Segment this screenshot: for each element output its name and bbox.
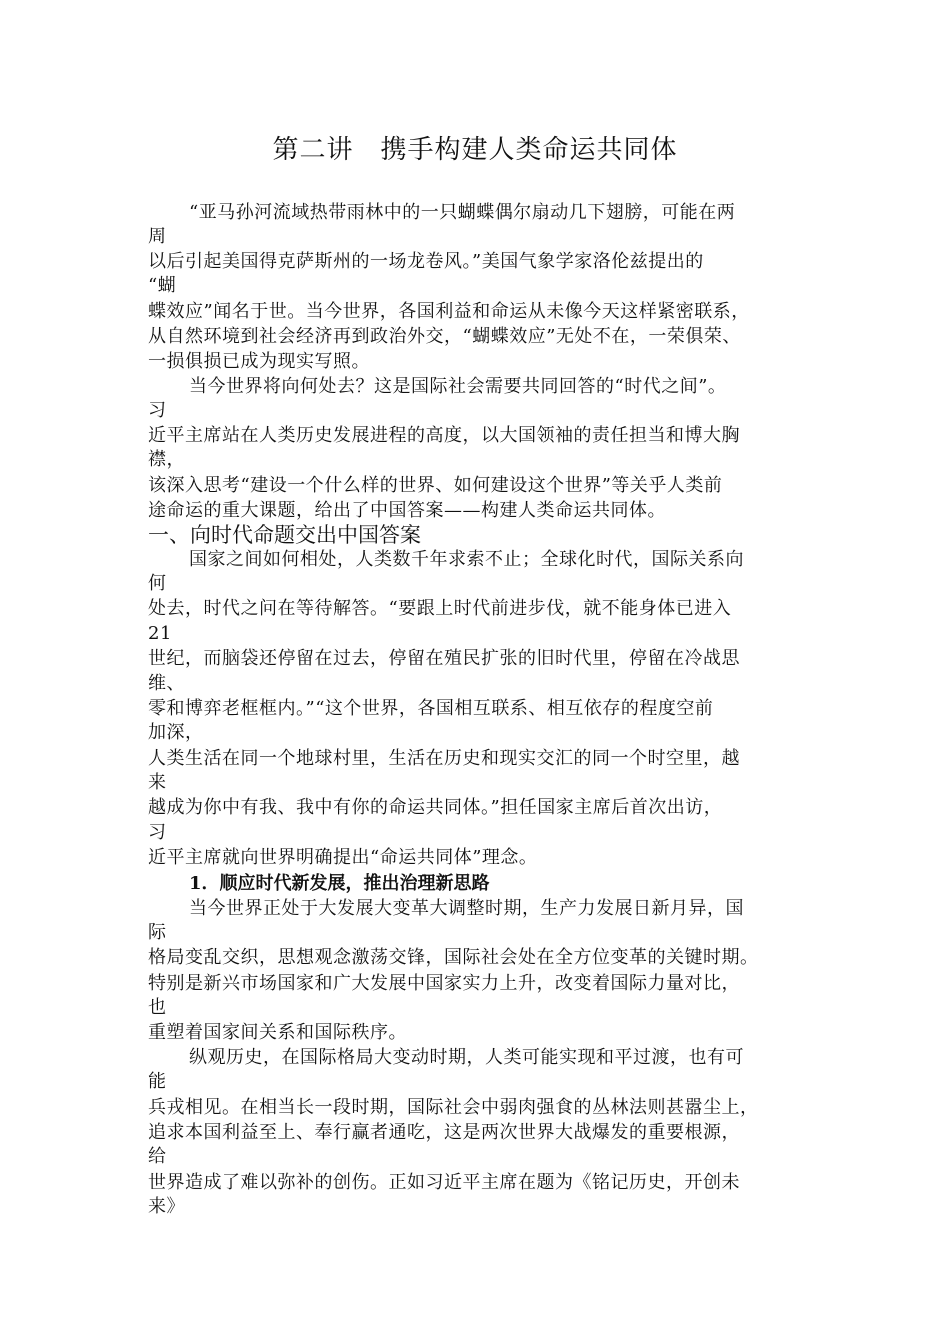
subsection-heading: 1．顺应时代新发展，推出治理新思路 bbox=[189, 873, 490, 894]
paragraph-line: 越成为你中有我、我中有你的命运共同体。”担任国家主席后首次出访， bbox=[148, 797, 723, 818]
paragraph-line: 蝶效应”闻名于世。当今世界，各国利益和命运从未像今天这样紧密联系， bbox=[148, 301, 750, 322]
paragraph-line: 21 bbox=[148, 623, 172, 644]
paragraph-line: 近平主席就向世界明确提出“命运共同体”理念。 bbox=[148, 847, 538, 868]
paragraph-line: 当今世界正处于大发展大变革大调整时期，生产力发展日新月异，国 bbox=[189, 898, 744, 919]
section-heading: 一、向时代命题交出中国答案 bbox=[148, 523, 421, 547]
paragraph-line: 何 bbox=[148, 573, 167, 594]
paragraph-line: 周 bbox=[148, 226, 167, 247]
paragraph-line: “亚马孙河流域热带雨林中的一只蝴蝶偶尔扇动几下翅膀，可能在两 bbox=[189, 202, 736, 223]
paragraph-line: 世纪，而脑袋还停留在过去，停留在殖民扩张的旧时代里，停留在冷战思 bbox=[148, 648, 740, 669]
paragraph-line: 格局变乱交织，思想观念激荡交锋，国际社会处在全方位变革的关键时期。 bbox=[148, 947, 759, 968]
paragraph-line: 特别是新兴市场国家和广大发展中国家实力上升，改变着国际力量对比， bbox=[148, 973, 740, 994]
paragraph-line: 能 bbox=[148, 1071, 167, 1092]
paragraph-line: 际 bbox=[148, 922, 167, 943]
paragraph-line: 维、 bbox=[148, 673, 185, 694]
paragraph-line: 当今世界将向何处去？这是国际社会需要共同回答的“时代之间”。 bbox=[189, 376, 727, 397]
paragraph-line: 给 bbox=[148, 1146, 167, 1167]
paragraph-line: 兵戎相见。在相当长一段时期，国际社会中弱肉强食的丛林法则甚嚣尘上， bbox=[148, 1097, 759, 1118]
paragraph-line: 重塑着国家间关系和国际秩序。 bbox=[148, 1022, 407, 1043]
paragraph-line: 该深入思考“建设一个什么样的世界、如何建设这个世界”等关乎人类前 bbox=[148, 475, 723, 496]
paragraph-line: 人类生活在同一个地球村里，生活在历史和现实交汇的同一个时空里，越 bbox=[148, 748, 740, 769]
document-title: 第二讲 携手构建人类命运共同体 bbox=[272, 135, 678, 165]
paragraph-line: 襟， bbox=[148, 449, 185, 470]
paragraph-line: 途命运的重大课题，给出了中国答案——构建人类命运共同体。 bbox=[148, 500, 666, 521]
paragraph-line: 以后引起美国得克萨斯州的一场龙卷风。”美国气象学家洛伦兹提出的 bbox=[148, 251, 704, 272]
paragraph-line: 处去，时代之问在等待解答。“要跟上时代前进步伐，就不能身体已进入 bbox=[148, 598, 732, 619]
paragraph-line: 零和博弈老框框内。”“这个世界，各国相互联系、相互依存的程度空前 bbox=[148, 698, 714, 719]
paragraph-line: 从自然环境到社会经济再到政治外交，“蝴蝶效应”无处不在，一荣俱荣、 bbox=[148, 326, 741, 347]
paragraph-line: 一损俱损已成为现实写照。 bbox=[148, 351, 370, 372]
paragraph-line: “蝴 bbox=[148, 275, 177, 296]
paragraph-line: 加深， bbox=[148, 722, 204, 743]
paragraph-line: 习 bbox=[148, 822, 167, 843]
paragraph-line: 纵观历史，在国际格局大变动时期，人类可能实现和平过渡，也有可 bbox=[189, 1047, 744, 1068]
paragraph-line: 来 bbox=[148, 772, 167, 793]
paragraph-line: 近平主席站在人类历史发展进程的高度，以大国领袖的责任担当和博大胸 bbox=[148, 425, 740, 446]
paragraph-line: 世界造成了难以弥补的创伤。正如习近平主席在题为《铭记历史，开创未 bbox=[148, 1172, 740, 1193]
paragraph-line: 习 bbox=[148, 400, 167, 421]
paragraph-line: 追求本国利益至上、奉行赢者通吃，这是两次世界大战爆发的重要根源， bbox=[148, 1122, 740, 1143]
paragraph-line: 也 bbox=[148, 997, 167, 1018]
paragraph-line: 来》 bbox=[148, 1196, 185, 1217]
paragraph-line: 国家之间如何相处，人类数千年求索不止；全球化时代，国际关系向 bbox=[189, 549, 744, 570]
